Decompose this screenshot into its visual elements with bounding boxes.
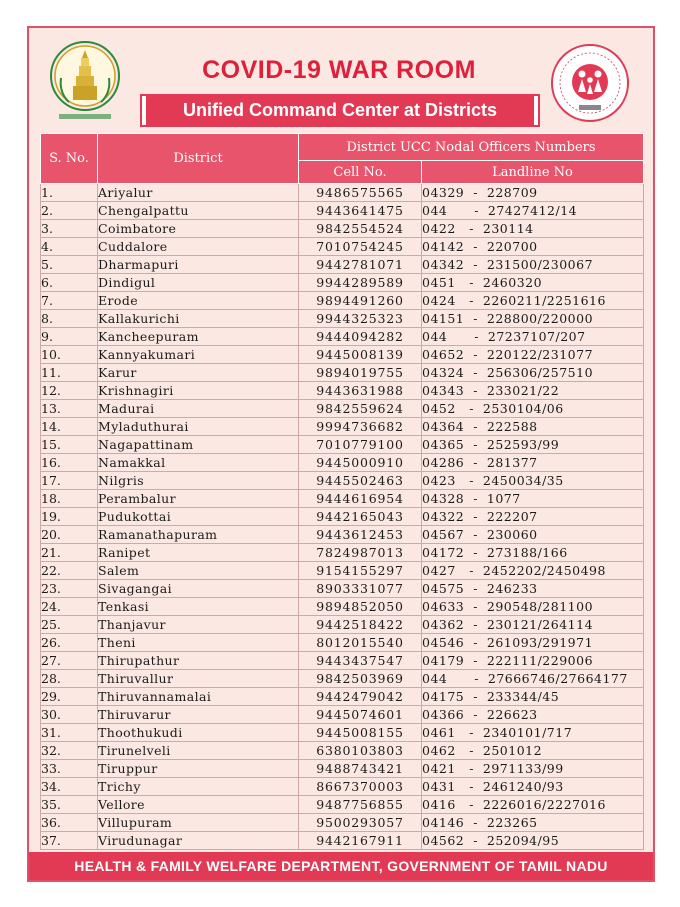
row-district: Madurai: [98, 400, 299, 418]
row-landline-number: 0427 - 2452202/2450498: [422, 562, 644, 580]
row-landline-number: 04342 - 231500/230067: [422, 256, 644, 274]
row-cell-number: 9944325323: [299, 310, 422, 328]
row-district: Ranipet: [98, 544, 299, 562]
row-district: Ramanathapuram: [98, 526, 299, 544]
row-cell-number: 9443437547: [299, 652, 422, 670]
row-landline-number: 04343 - 233021/22: [422, 382, 644, 400]
row-district: Kancheepuram: [98, 328, 299, 346]
table-row: [41, 346, 644, 364]
row-district: Tenkasi: [98, 598, 299, 616]
row-sno: 7.: [41, 292, 98, 310]
row-landline-number: 04652 - 220122/231077: [422, 346, 644, 364]
row-cell-number: 9442781071: [299, 256, 422, 274]
row-cell-number: 9443631988: [299, 382, 422, 400]
row-landline-number: 04179 - 222111/229006: [422, 652, 644, 670]
row-district: Perambalur: [98, 490, 299, 508]
row-sno: 32.: [41, 742, 98, 760]
row-cell-number: 9944289589: [299, 274, 422, 292]
page-subtitle: Unified Command Center at Districts: [142, 96, 538, 125]
row-district: Namakkal: [98, 454, 299, 472]
row-cell-number: 9500293057: [299, 814, 422, 832]
table-row: [41, 616, 644, 634]
table-row: [41, 292, 644, 310]
row-sno: 37.: [41, 832, 98, 850]
table-row: [41, 688, 644, 706]
row-sno: 2.: [41, 202, 98, 220]
row-district: Krishnagiri: [98, 382, 299, 400]
table-row: [41, 400, 644, 418]
row-landline-number: 04365 - 252593/99: [422, 436, 644, 454]
table-row: [41, 256, 644, 274]
row-landline-number: 0421 - 2971133/99: [422, 760, 644, 778]
table-row: [41, 814, 644, 832]
row-cell-number: 9487756855: [299, 796, 422, 814]
table-row: [41, 184, 644, 202]
row-sno: 30.: [41, 706, 98, 724]
row-district: Sivagangai: [98, 580, 299, 598]
row-landline-number: 04567 - 230060: [422, 526, 644, 544]
row-landline-number: 0452 - 2530104/06: [422, 400, 644, 418]
row-landline-number: 0461 - 2340101/717: [422, 724, 644, 742]
row-sno: 13.: [41, 400, 98, 418]
table-row: [41, 202, 644, 220]
row-district: Virudunagar: [98, 832, 299, 850]
table-row: [41, 634, 644, 652]
row-district: Thirupathur: [98, 652, 299, 670]
header: [29, 28, 653, 128]
table-row: [41, 778, 644, 796]
row-sno: 36.: [41, 814, 98, 832]
row-sno: 31.: [41, 724, 98, 742]
row-sno: 5.: [41, 256, 98, 274]
row-sno: 21.: [41, 544, 98, 562]
page-title: COVID-19 WAR ROOM: [202, 56, 476, 84]
row-sno: 28.: [41, 670, 98, 688]
row-cell-number: 9445502463: [299, 472, 422, 490]
table-row: [41, 670, 644, 688]
row-cell-number: 8903331077: [299, 580, 422, 598]
table-row: [41, 472, 644, 490]
row-sno: 27.: [41, 652, 98, 670]
row-cell-number: 8012015540: [299, 634, 422, 652]
column-header-landline: Landline No: [422, 161, 644, 184]
column-header-sno: S. No.: [41, 134, 98, 184]
row-landline-number: 04362 - 230121/264114: [422, 616, 644, 634]
table-body: [41, 184, 644, 850]
table-row: [41, 364, 644, 382]
row-sno: 14.: [41, 418, 98, 436]
table-row: [41, 760, 644, 778]
row-cell-number: 9894852050: [299, 598, 422, 616]
row-sno: 11.: [41, 364, 98, 382]
row-landline-number: 0416 - 2226016/2227016: [422, 796, 644, 814]
table-row: [41, 580, 644, 598]
table-row: [41, 220, 644, 238]
row-sno: 33.: [41, 760, 98, 778]
row-landline-number: 044 - 27237107/207: [422, 328, 644, 346]
row-landline-number: 04172 - 273188/166: [422, 544, 644, 562]
row-district: Trichy: [98, 778, 299, 796]
row-sno: 23.: [41, 580, 98, 598]
row-cell-number: 9994736682: [299, 418, 422, 436]
row-sno: 15.: [41, 436, 98, 454]
row-landline-number: 0462 - 2501012: [422, 742, 644, 760]
table-row: [41, 436, 644, 454]
row-district: Karur: [98, 364, 299, 382]
table-row: [41, 796, 644, 814]
row-landline-number: 04329 - 228709: [422, 184, 644, 202]
row-district: Vellore: [98, 796, 299, 814]
row-district: Dharmapuri: [98, 256, 299, 274]
row-landline-number: 04146 - 223265: [422, 814, 644, 832]
row-sno: 17.: [41, 472, 98, 490]
table-row: [41, 508, 644, 526]
row-cell-number: 9486575565: [299, 184, 422, 202]
row-cell-number: 9442479042: [299, 688, 422, 706]
row-landline-number: 04324 - 256306/257510: [422, 364, 644, 382]
row-sno: 1.: [41, 184, 98, 202]
table-row: [41, 382, 644, 400]
row-cell-number: 9445008155: [299, 724, 422, 742]
row-landline-number: 04142 - 220700: [422, 238, 644, 256]
row-district: Kallakurichi: [98, 310, 299, 328]
row-cell-number: 9445074601: [299, 706, 422, 724]
row-district: Myladuthurai: [98, 418, 299, 436]
row-sno: 25.: [41, 616, 98, 634]
row-district: Chengalpattu: [98, 202, 299, 220]
row-landline-number: 04546 - 261093/291971: [422, 634, 644, 652]
table-row: [41, 562, 644, 580]
row-cell-number: 9442518422: [299, 616, 422, 634]
row-cell-number: 7824987013: [299, 544, 422, 562]
table-row: [41, 454, 644, 472]
column-header-district: District: [98, 134, 299, 184]
row-cell-number: 9444094282: [299, 328, 422, 346]
row-cell-number: 7010779100: [299, 436, 422, 454]
row-cell-number: 9488743421: [299, 760, 422, 778]
table-row: [41, 328, 644, 346]
row-district: Theni: [98, 634, 299, 652]
row-sno: 10.: [41, 346, 98, 364]
row-district: Ariyalur: [98, 184, 299, 202]
row-landline-number: 04328 - 1077: [422, 490, 644, 508]
row-landline-number: 04151 - 228800/220000: [422, 310, 644, 328]
row-district: Pudukottai: [98, 508, 299, 526]
column-header-cell: Cell No.: [299, 161, 422, 184]
row-landline-number: 0451 - 2460320: [422, 274, 644, 292]
row-landline-number: 04366 - 226623: [422, 706, 644, 724]
row-cell-number: 9443641475: [299, 202, 422, 220]
table-row: [41, 310, 644, 328]
table-row: [41, 238, 644, 256]
row-landline-number: 04286 - 281377: [422, 454, 644, 472]
row-cell-number: 9894019755: [299, 364, 422, 382]
row-sno: 8.: [41, 310, 98, 328]
row-sno: 22.: [41, 562, 98, 580]
row-sno: 35.: [41, 796, 98, 814]
table-row: [41, 490, 644, 508]
row-sno: 9.: [41, 328, 98, 346]
row-landline-number: 04633 - 290548/281100: [422, 598, 644, 616]
row-cell-number: 6380103803: [299, 742, 422, 760]
row-landline-number: 04575 - 246233: [422, 580, 644, 598]
row-sno: 6.: [41, 274, 98, 292]
row-landline-number: 04322 - 222207: [422, 508, 644, 526]
row-sno: 29.: [41, 688, 98, 706]
table-row: [41, 742, 644, 760]
row-district: Coimbatore: [98, 220, 299, 238]
row-district: Thanjavur: [98, 616, 299, 634]
row-district: Erode: [98, 292, 299, 310]
table-row: [41, 418, 644, 436]
row-district: Thoothukudi: [98, 724, 299, 742]
table-row: [41, 274, 644, 292]
nodal-officers-table: [40, 133, 644, 850]
row-district: Kannyakumari: [98, 346, 299, 364]
row-cell-number: 9444616954: [299, 490, 422, 508]
row-cell-number: 9445008139: [299, 346, 422, 364]
row-district: Nagapattinam: [98, 436, 299, 454]
row-landline-number: 04562 - 252094/95: [422, 832, 644, 850]
row-sno: 4.: [41, 238, 98, 256]
row-district: Thiruvannamalai: [98, 688, 299, 706]
tamil-nadu-emblem-icon: [49, 38, 121, 126]
table-row: [41, 652, 644, 670]
row-cell-number: 9442167911: [299, 832, 422, 850]
poster-frame: [27, 26, 655, 882]
table-row: [41, 526, 644, 544]
row-cell-number: 9842503969: [299, 670, 422, 688]
row-landline-number: 0422 - 230114: [422, 220, 644, 238]
row-cell-number: 9443612453: [299, 526, 422, 544]
row-landline-number: 0423 - 2450034/35: [422, 472, 644, 490]
row-district: Nilgris: [98, 472, 299, 490]
row-sno: 16.: [41, 454, 98, 472]
table-row: [41, 706, 644, 724]
footer-banner: HEALTH & FAMILY WELFARE DEPARTMENT, GOVERNMENT OF TAMIL NADU: [29, 852, 653, 880]
row-district: Dindigul: [98, 274, 299, 292]
row-landline-number: 044 - 27427412/14: [422, 202, 644, 220]
table-row: [41, 544, 644, 562]
row-cell-number: 9445000910: [299, 454, 422, 472]
row-sno: 12.: [41, 382, 98, 400]
row-cell-number: 9842554524: [299, 220, 422, 238]
row-cell-number: 9894491260: [299, 292, 422, 310]
row-district: Tiruppur: [98, 760, 299, 778]
row-sno: 26.: [41, 634, 98, 652]
row-landline-number: 0431 - 2461240/93: [422, 778, 644, 796]
row-landline-number: 04175 - 233344/45: [422, 688, 644, 706]
row-sno: 20.: [41, 526, 98, 544]
table-row: [41, 598, 644, 616]
row-district: Thiruvallur: [98, 670, 299, 688]
row-district: Cuddalore: [98, 238, 299, 256]
row-district: Tirunelveli: [98, 742, 299, 760]
row-landline-number: 044 - 27666746/27664177: [422, 670, 644, 688]
column-group-header: District UCC Nodal Officers Numbers: [299, 134, 644, 161]
national-health-mission-logo-icon: [549, 42, 631, 124]
row-cell-number: 9842559624: [299, 400, 422, 418]
row-district: Thiruvarur: [98, 706, 299, 724]
row-district: Salem: [98, 562, 299, 580]
row-sno: 24.: [41, 598, 98, 616]
row-landline-number: 04364 - 222588: [422, 418, 644, 436]
row-cell-number: 8667370003: [299, 778, 422, 796]
row-landline-number: 0424 - 2260211/2251616: [422, 292, 644, 310]
row-sno: 3.: [41, 220, 98, 238]
row-sno: 34.: [41, 778, 98, 796]
row-cell-number: 7010754245: [299, 238, 422, 256]
row-cell-number: 9442165043: [299, 508, 422, 526]
table-row: [41, 724, 644, 742]
row-cell-number: 9154155297: [299, 562, 422, 580]
table-row: [41, 832, 644, 850]
row-sno: 19.: [41, 508, 98, 526]
row-district: Villupuram: [98, 814, 299, 832]
row-sno: 18.: [41, 490, 98, 508]
